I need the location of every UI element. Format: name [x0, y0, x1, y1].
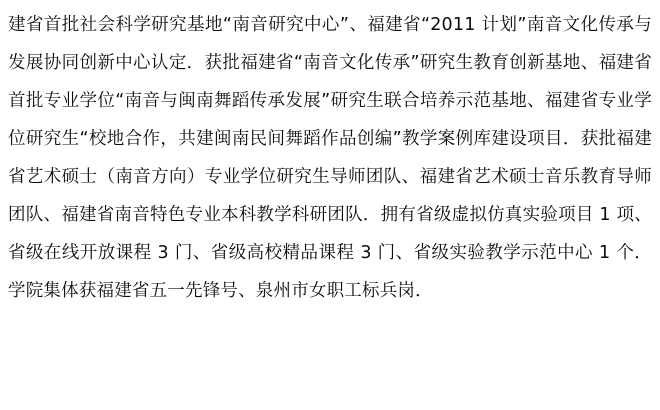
document-paragraph: 建省首批社会科学研究基地“南音研究中心”、福建省“2011 计划”南音文化传承与发展协同创新中心认定．获批福建省“南音文化传承”研究生教育创新基地、福建省首批专业学位“南音与闽南舞蹈传承发展”研究生联合培养示范基地、福建省专业学位研究生“校地合作，共建闽南民间舞蹈作品创编”教学案例库建设项目．获批福建省艺术硕士（南音方向）专业学位研究生导师团队、福建省艺术硕士音乐教育导师团队、福建省南音特色专业本科教学科研团队．拥有省级虚拟仿真实验项目 1 项、省级在线开放课程 3 门、省级高校精品课程 3 门、省级实验教学示范中心 1 个．学院集体获福建省五一先锋号、泉州市女职工标兵岗．: [8, 15, 652, 301]
